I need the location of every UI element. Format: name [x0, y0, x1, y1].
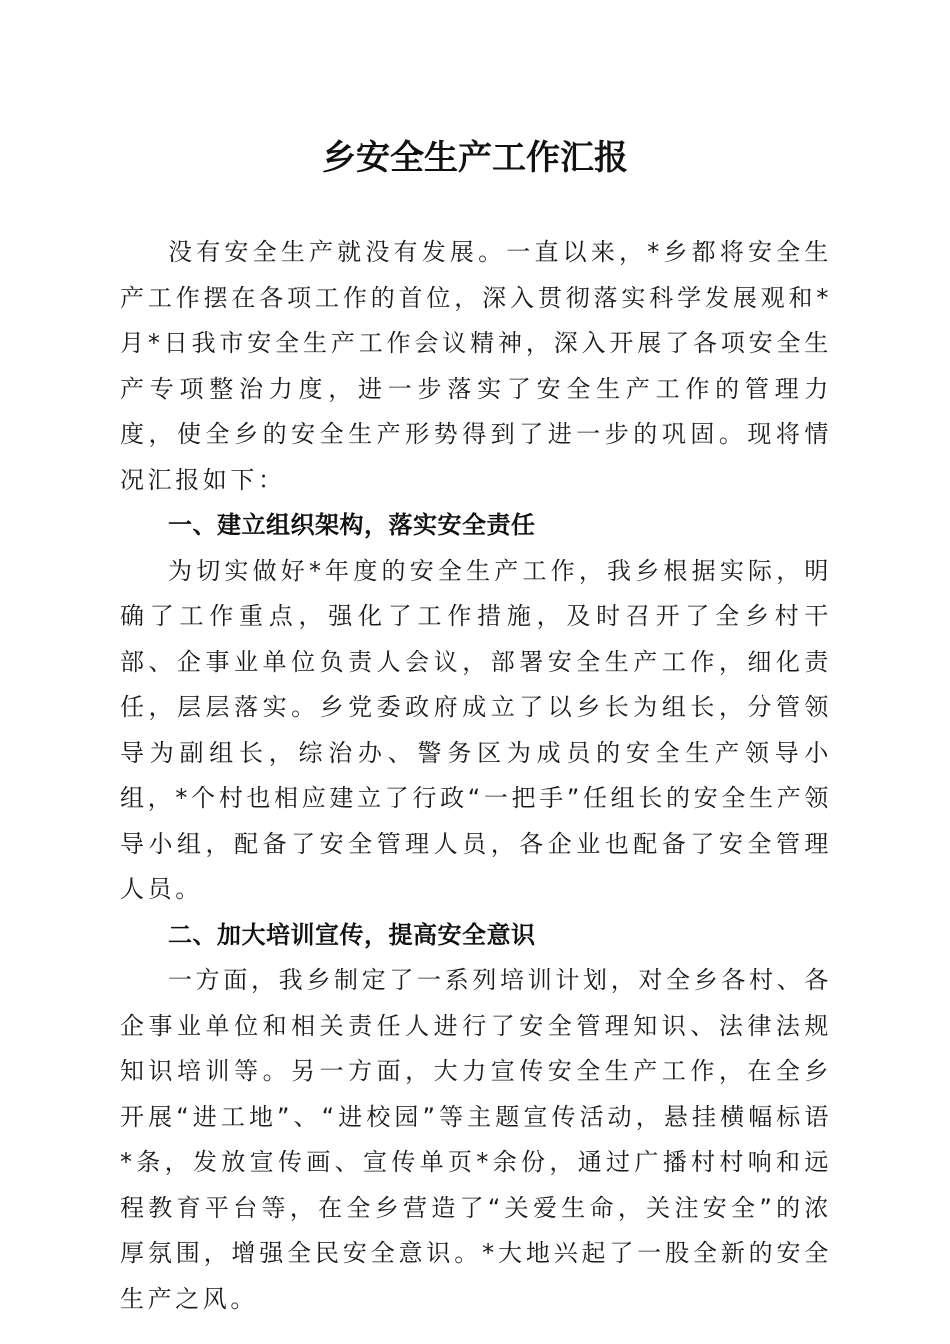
section-2-paragraph: 一方面，我乡制定了一系列培训计划，对全乡各村、各企事业单位和相关责任人进行了安全管理知识、法律法规知识培训等。另一方面，大力宣传安全生产工作，在全乡开展“进工地”、“进校园”等主题宣传活动，悬挂横幅标语*条，发放宣传画、宣传单页*余份，通过广播村村响和远程教育平台等，在全乡营造了“关爱生命，关注安全”的浓厚氛围，增强全民安全意识。*大地兴起了一股全新的安全生产之风。 — [120, 966, 832, 1313]
section-1-paragraph: 为切实做好*年度的安全生产工作，我乡根据实际，明确了工作重点，强化了工作措施，及时召开了全乡村干部、企事业单位负责人会议，部署安全生产工作，细化责任，层层落实。乡党委政府成立了以乡长为组长，分管领导为副组长，综治办、警务区为成员的安全生产领导小组，*个村也相应建立了行政“一把手”任组长的安全生产领导小组，配备了安全管理人员，各企业也配备了安全管理人员。 — [120, 556, 832, 903]
section-1-heading: 一、建立组织架构，落实安全责任 — [168, 511, 536, 539]
section-2-heading: 二、加大培训宣传，提高安全意识 — [168, 920, 536, 949]
intro-paragraph: 没有安全生产就没有发展。一直以来，*乡都将安全生产工作摆在各项工作的首位，深入贯彻落实科学发展观和*月*日我市安全生产工作会议精神，深入开展了各项安全生产专项整治力度，进一步落实了安全生产工作的管理力度，使全乡的安全生产形势得到了进一步的巩固。现将情况汇报如下： — [120, 238, 832, 494]
document-title: 乡安全生产工作汇报 — [322, 138, 628, 178]
document-body — [120, 230, 832, 1322]
